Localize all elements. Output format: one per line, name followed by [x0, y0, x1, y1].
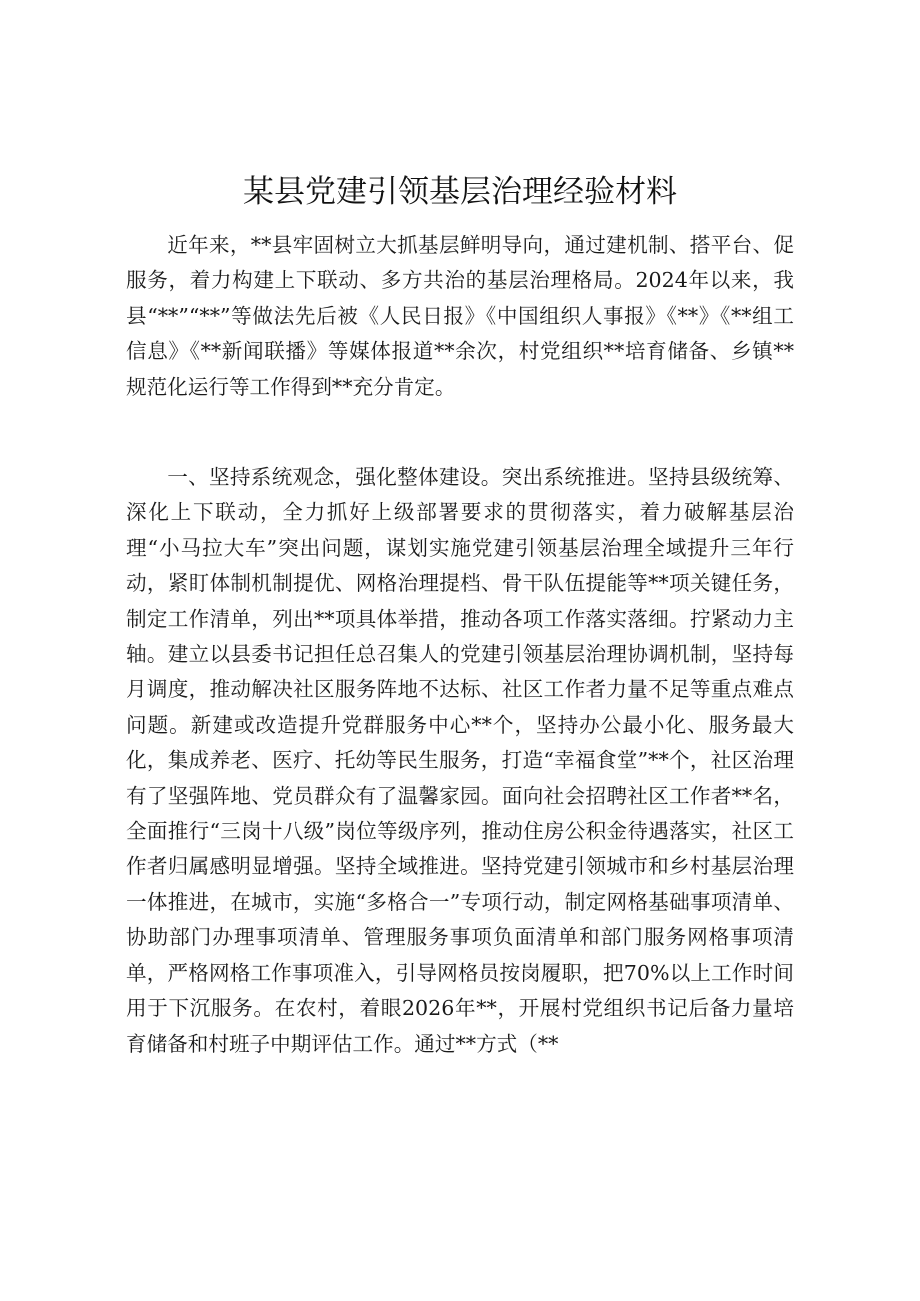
- document-title: 某县党建引领基层治理经验材料: [243, 174, 677, 210]
- intro-paragraph: 近年来，**县牢固树立大抓基层鲜明导向，通过建机制、搭平台、促服务，着力构建上下联动、多方共治的基层治理格局。2024年以来，我县“**”“**”等做法先后被《人民日报》《中国组织人事报》《**》《**组工信息》《**新闻联播》等媒体报道**余次，村党组织**培育储备、乡镇**规范化运行等工作得到**充分肯定。: [126, 233, 794, 399]
- intro-paragraph-block: [126, 228, 794, 405]
- section-one-paragraph: 一、坚持系统观念，强化整体建设。突出系统推进。坚持县级统筹、深化上下联动，全力抓好上级部署要求的贯彻落实，着力破解基层治理“小马拉大车”突出问题，谋划实施党建引领基层治理全域提升三年行动，紧盯体制机制提优、网格治理提档、骨干队伍提能等**项关键任务，制定工作清单，列出**项具体举措，推动各项工作落实落细。拧紧动力主轴。建立以县委书记担任总召集人的党建引领基层治理协调机制，坚持每月调度，推动解决社区服务阵地不达标、社区工作者力量不足等重点难点问题。新建或改造提升党群服务中心**个，坚持办公最小化、服务最大化，集成养老、医疗、托幼等民生服务，打造“幸福食堂”**个，社区治理有了坚强阵地、党员群众有了温馨家园。面向社会招聘社区工作者**名，全面推行“三岗十八级”岗位等级序列，推动住房公积金待遇落实，社区工作者归属感明显增强。坚持全域推进。坚持党建引领城市和乡村基层治理一体推进，在城市，实施“多格合一”专项行动，制定网格基础事项清单、协助部门办理事项清单、管理服务事项负面清单和部门服务网格事项清单，严格网格工作事项准入，引导网格员按岗履职，把70%以上工作时间用于下沉服务。在农村，着眼2026年**，开展村党组织书记后备力量培育储备和村班子中期评估工作。通过**方式（**: [126, 465, 794, 1056]
- section-one-paragraph-block: [126, 460, 794, 1062]
